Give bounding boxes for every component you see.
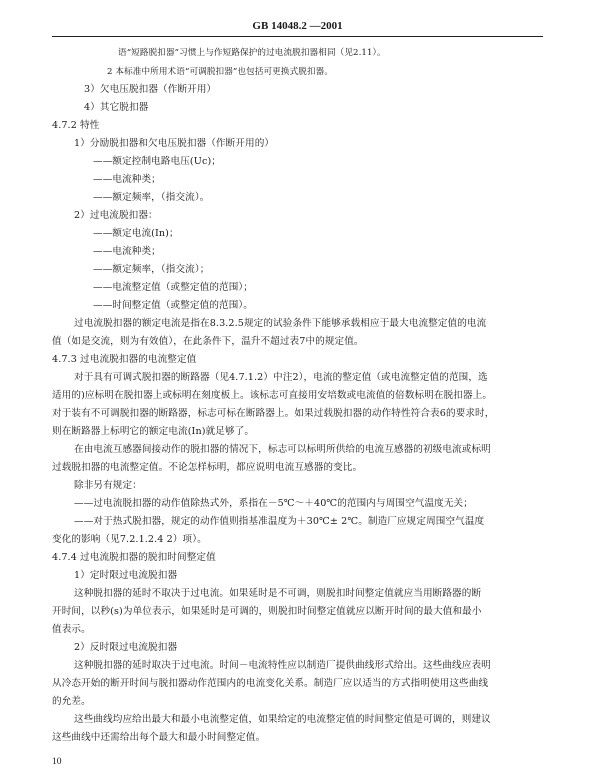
dash-item: ——额定频率，（指交流）。	[93, 192, 210, 203]
dash-item: ——额定控制电路电压(Uc)；	[93, 156, 221, 167]
paragraph-line: 从冷态开始的断开时间与脱扣器动作范围内的电流变化关系。制造厂应以适当的方式指明使用这些曲线	[52, 678, 489, 689]
note-line: 2 本标准中所用术语“可调脱扣器”也包括可更换式脱扣器。	[107, 67, 334, 77]
list-item: 4）其它脱扣器	[84, 102, 149, 113]
paragraph-line: 变化的影响（见7.2.1.2.4 2）项）。	[52, 534, 207, 545]
paragraph-line: 过载脱扣器的电流整定值。不论怎样标明，都应说明电流互感器的变比。	[52, 462, 363, 473]
list-item: 2）过电流脱扣器：	[74, 210, 158, 221]
dash-item: ——电流种类；	[93, 174, 161, 185]
paragraph-line: 值（如是交流，则为有效值），在此条件下，温升不超过表7中的规定值。	[52, 336, 364, 347]
paragraph-line: 值表示。	[52, 624, 91, 635]
section-heading: 4.7.4 过电流脱扣器的脱扣时间整定值	[52, 552, 216, 563]
dash-item: ——电流整定值（或整定值的范围）；	[93, 282, 253, 293]
paragraph-line: 对于装有不可调脱扣器的断路器，标志可标在断路器上。如果过载脱扣器的动作特性符合表6的要求时，	[52, 408, 495, 419]
paragraph-line: 在由电流互感器间接动作的脱扣器的情况下，标志可以标明所供给的电流互感器的初级电流或标明	[74, 444, 491, 455]
paragraph-line: 对于具有可调式脱扣器的断路器（见4.7.1.2）中注2），电流的整定值（或电流整定值的范围，选	[74, 372, 488, 383]
dash-item: ——电流种类；	[93, 246, 161, 257]
paragraph-line: 这种脱扣器的延时不取决于过电流。如果延时是不可调，则脱扣时间整定值就应当用断路器的断	[74, 588, 482, 599]
paragraph-line: 开时间，以秒(s)为单位表示，如果延时是可调的，则脱扣时间整定值就应以断开时间的最大值和最小	[52, 606, 482, 617]
paragraph-line: 适用的)应标明在脱扣器上或标明在刻度板上。该标志可直接用安培数或电流值的倍数标明在脱扣器上。	[52, 390, 493, 401]
dash-item: ——对于热式脱扣器，规定的动作值则指基准温度为＋30℃± 2℃。制造厂应规定周围空气温度	[74, 516, 485, 527]
list-item: 3）欠电压脱扣器（作断开用）	[84, 84, 217, 95]
note-line: 语“短路脱扣器”习惯上与作短路保护的过电流脱扣器相同（见2.11）。	[118, 48, 386, 58]
section-heading: 4.7.3 过电流脱扣器的电流整定值	[52, 354, 197, 365]
list-item: 2）反时限过电流脱扣器	[74, 642, 178, 653]
paragraph-line: 过电流脱扣器的额定电流是指在8.3.2.5规定的试验条件下能够承载相应于最大电流整定值的电流	[74, 318, 487, 329]
header-rule	[52, 36, 543, 37]
dash-item: ——额定电流(In)；	[93, 228, 179, 239]
dash-item: ——额定频率，（指交流）；	[93, 264, 210, 275]
page-number: 10	[52, 756, 62, 767]
list-item: 1）定时限过电流脱扣器	[74, 570, 178, 581]
paragraph-line: 这些曲线均应给出最大和最小电流整定值，如果给定的电流整定值的时间整定值是可调的，则建议	[74, 714, 491, 725]
paragraph-line: 的允差。	[52, 696, 91, 707]
paragraph-line: 这种脱扣器的延时取决于过电流。时间－电流特性应以制造厂提供曲线形式给出。这些曲线应表明	[74, 660, 491, 671]
dash-item: ——过电流脱扣器的动作值除热式外，系指在－5℃～＋40℃的范围内与周围空气温度无关；	[74, 498, 473, 509]
paragraph-line: 除非另有规定：	[74, 480, 142, 491]
standard-header-title: GB 14048.2 —2001	[252, 20, 343, 32]
list-item: 1）分励脱扣器和欠电压脱扣器（作断开用的）	[74, 138, 275, 149]
paragraph-line: 则在断路器上标明它的额定电流(In)就足够了。	[52, 426, 255, 437]
paragraph-line: 这些曲线中还需给出每个最大和最小时间整定值。	[52, 732, 266, 743]
dash-item: ——时间整定值（或整定值的范围）。	[93, 300, 253, 311]
section-heading: 4.7.2 特性	[52, 120, 100, 131]
